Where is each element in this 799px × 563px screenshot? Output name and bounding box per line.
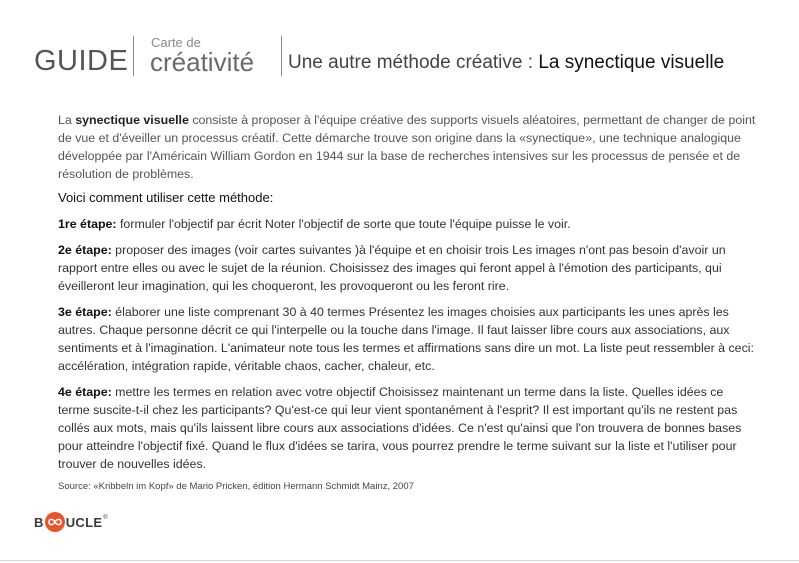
intro-text: consiste à proposer à l'équipe créative des supports visuels aléatoires, permettant de changer de point de vue et d'éveiller un processus créatif. Cette démarche trouve son origine dans la «synectique», une technique analogique développée par l'Américain William Gordon en 1944 sur la base de recherches intensives sur les processus de pensée et de résolution de problèmes. <box>58 113 756 181</box>
creativite-label: créativité <box>150 47 255 77</box>
intro-lead: La <box>58 113 76 127</box>
guide-label: GUIDE <box>34 45 129 77</box>
title-prefix: Une autre méthode créative : <box>288 52 539 73</box>
carte-de-label: Carte de <box>151 35 201 50</box>
step-text: proposer des images (voir cartes suivantes )à l'équipe et en choisir trois Les images n'ont pas besoin d'avoir un rapport entre elles ou avec le sujet de la réunion. Choisissez des images qui feront appel à l'émotion des participants, qui éveilleront leur imagination, qui les choqueront, les provoqueront ou les feront rire. <box>58 243 726 293</box>
step-label: 4e étape: <box>58 385 112 399</box>
step-text: formuler l'objectif par écrit Noter l'objectif de sorte que toute l'équipe puisse le voir. <box>116 217 571 231</box>
infinity-symbol <box>47 517 63 527</box>
step-text: élaborer une liste comprenant 30 à 40 termes Présentez les images choisies aux participants les unes après les autres. Chaque personne décrit ce qui l'interpelle ou la touche dans l'image. Il faut laisser libre cours aux associations, aux sentiments et à l'imagination. L'animateur note tous les termes et affirmations sans dire un mot. La liste peut ressembler à ceci: accélération, intégration rapide, véritable chaos, cacher, chaleur, etc. <box>58 305 754 373</box>
step-label: 1re étape: <box>58 217 117 231</box>
intro-bold-term: synectique visuelle <box>75 113 189 127</box>
step-paragraph <box>58 383 758 473</box>
page-header <box>0 0 799 90</box>
step-text: mettre les termes en relation avec votre objectif Choisissez maintenant un terme dans la liste. Quelles idées ce terme suscite-t-il chez les participants? Qu'est-ce qui leur vient spontanément à l'esprit? Il est important qu'ils ne restent pas collés aux mots, mais qu'ils laissent libre cours aux associations d'idées. Ce n'est qu'ainsi que l'on trouvera de bonnes bases pour atteindre l'objectif fixé. Quand le flux d'idées se tarira, vous pourrez prendre le terme suivant sur la liste et l'utiliser pour trouver de nouvelles idées. <box>58 385 742 471</box>
step-paragraph <box>58 215 758 233</box>
infinity-icon <box>45 512 65 532</box>
intro-paragraph <box>58 111 758 183</box>
main-content <box>58 111 758 493</box>
page-title <box>288 51 724 75</box>
step-label: 3e étape: <box>58 305 112 319</box>
source-citation: Source: «Kribbeln im Kopf» de Mario Pricken, édition Hermann Schmidt Mainz, 2007 <box>58 481 414 492</box>
title-highlight: La synectique visuelle <box>538 52 725 73</box>
header-divider <box>281 36 282 76</box>
boucle-logo <box>34 512 108 532</box>
step-paragraph <box>58 241 758 295</box>
howto-heading: Voici comment utiliser cette méthode: <box>58 190 274 205</box>
step-label: 2e étape: <box>58 243 112 257</box>
logo-text: UCLE <box>65 514 103 530</box>
registered-mark: ® <box>103 515 108 521</box>
step-paragraph <box>58 303 758 375</box>
bottom-divider <box>0 560 799 561</box>
logo-letter: B <box>34 514 44 530</box>
header-divider <box>133 36 134 76</box>
